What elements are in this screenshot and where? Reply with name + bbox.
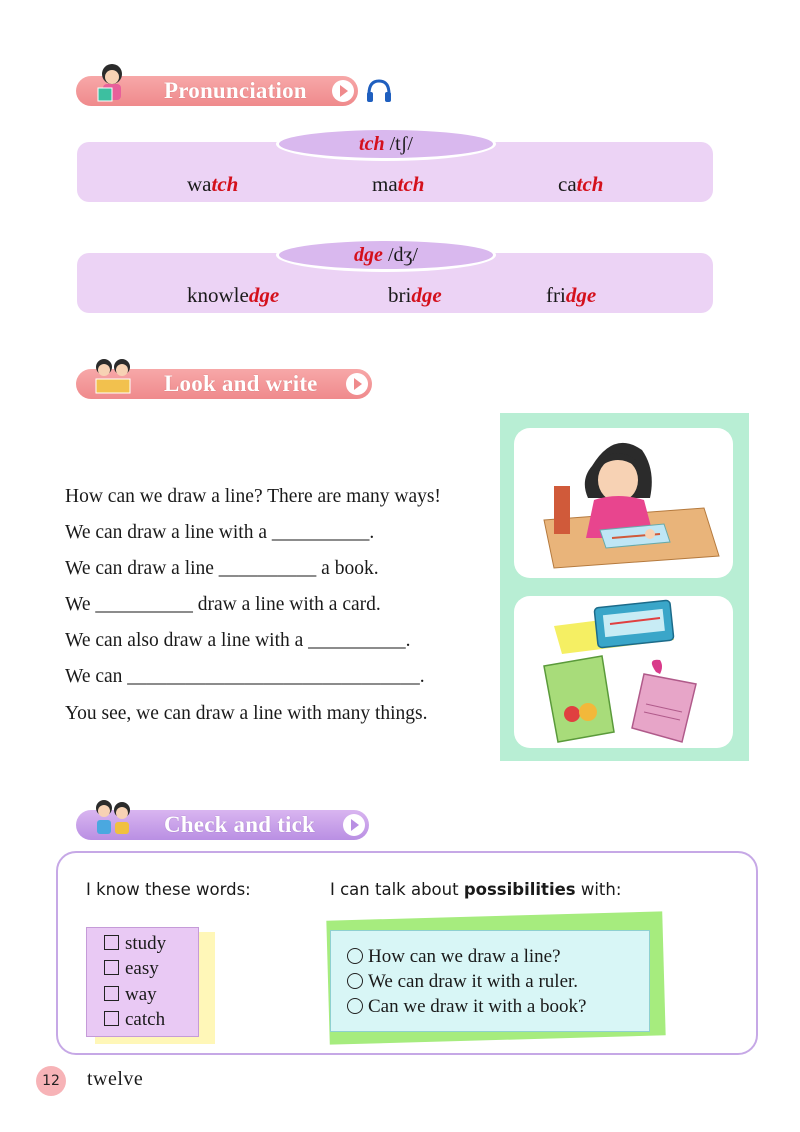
dge-ipa: /dʒ/ [382,244,418,266]
word-study[interactable]: study [104,933,166,955]
page-number-word: twelve [87,1068,144,1090]
word-match: match [372,172,425,196]
pronunciation-title: Pronunciation [164,78,307,103]
arrow-right-icon[interactable] [332,80,354,102]
look-and-write-banner [76,369,372,399]
arrow-right-icon[interactable] [346,373,368,395]
lw-line-2[interactable]: We can draw a line with a __________. [65,522,375,543]
word-knowledge: knowledge [187,283,280,307]
lw-line-4[interactable]: We __________ draw a line with a card. [65,594,381,615]
checkbox-icon[interactable] [104,960,119,975]
dge-pattern: dge [354,244,383,266]
word-fridge: fridge [546,283,597,307]
words-label: I know these words: [86,880,251,899]
word-way[interactable]: way [104,984,157,1006]
kids-icon [86,796,138,840]
talk-label: I can talk about possibilities with: [330,880,622,899]
girl-reading-icon [94,62,134,106]
tch-pattern: tch [359,133,385,155]
word-watch: watch [187,172,239,196]
radio-circle-icon[interactable] [347,973,363,989]
kids-reading-icon [88,355,136,399]
arrow-right-icon[interactable] [343,814,365,836]
lw-line-7: You see, we can draw a line with many things. [65,703,428,724]
check-and-tick-banner [76,810,369,840]
headphones-icon[interactable] [365,78,393,104]
talk-label-bold: possibilities [463,880,576,899]
dge-pattern-label [276,238,496,272]
word-catch: catch [558,172,604,196]
radio-circle-icon[interactable] [347,948,363,964]
pronunciation-banner [76,76,358,106]
check-and-tick-title: Check and tick [164,812,316,837]
tch-pattern-label [276,127,496,161]
lw-line-3[interactable]: We can draw a line __________ a book. [65,558,379,579]
tch-ipa: /tʃ/ [384,133,413,155]
girl-drawing-illustration [514,428,733,578]
word-catch[interactable]: catch [104,1009,165,1031]
illustration-frame [500,413,749,761]
word-easy[interactable]: easy [104,958,159,980]
checkbox-icon[interactable] [104,935,119,950]
checkbox-icon[interactable] [104,1011,119,1026]
page-number: 12 [36,1066,66,1096]
stationery-illustration [514,596,733,748]
sentence-1[interactable]: How can we draw a line? [347,946,561,968]
lw-line-5[interactable]: We can also draw a line with a __________. [65,630,411,651]
lw-line-6[interactable]: We can ______________________________. [65,666,425,687]
word-bridge: bridge [388,283,442,307]
lw-line-1: How can we draw a line? There are many ways! [65,486,441,507]
look-and-write-title: Look and write [164,371,318,396]
radio-circle-icon[interactable] [347,998,363,1014]
sentence-3[interactable]: Can we draw it with a book? [347,996,586,1018]
checkbox-icon[interactable] [104,986,119,1001]
sentence-2[interactable]: We can draw it with a ruler. [347,971,578,993]
